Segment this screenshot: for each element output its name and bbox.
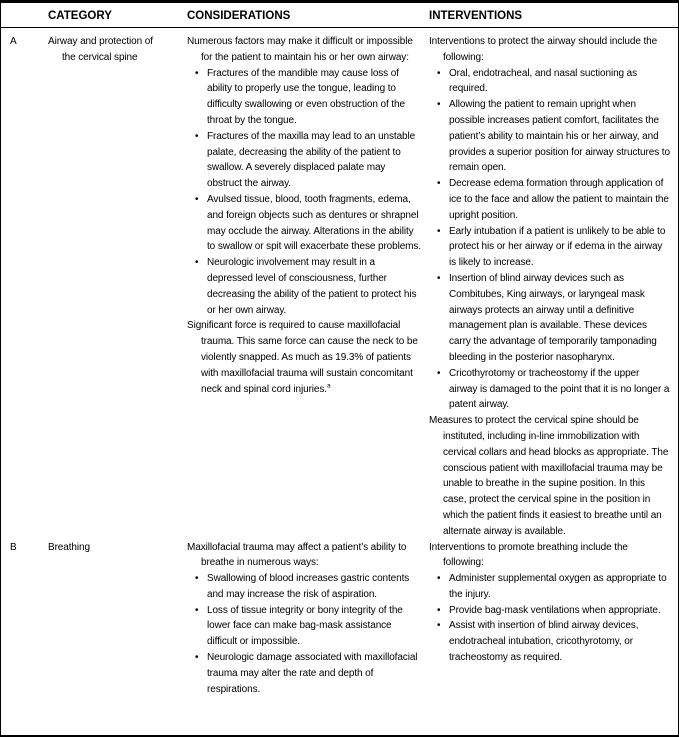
interventions-bullet-list bbox=[429, 66, 670, 414]
interventions-bullet: • Insertion of blind airway devices such as Combitubes, King airways, or laryngeal mask airways protects an airway until a definitive management plan is available. These devices carry the advantage of temporarily tamponading bleeding in the posterior nasopharynx. bbox=[429, 271, 670, 366]
interventions-bullet: • Cricothyrotomy or tracheostomy if the upper airway is damaged to the point that it is no longer a patent airway. bbox=[429, 366, 670, 413]
interventions-bullet: • Allowing the patient to remain upright when possible increases patient comfort, facilitates the patient’s ability to maintain his or her airway, and provides a superior position for airway structures to remain open. bbox=[429, 97, 670, 176]
interventions-note: Measures to protect the cervical spine should be instituted, including in-line immobilization with cervical collars and head blocks as appropriate. The conscious patient with maxillofacial trauma may be unable to breathe in the supine position. In this case, protect the cervical spine in the position in which the patient finds it easiest to breathe until an alternate airway is available. bbox=[429, 415, 669, 537]
table-header-row bbox=[1, 3, 678, 28]
table-body bbox=[1, 28, 678, 697]
row-letter: B bbox=[10, 541, 17, 553]
header-considerations: CONSIDERATIONS bbox=[187, 10, 291, 22]
considerations-bullet: • Fractures of the mandible may cause loss of ability to properly use the tongue, leading to difficulty swallowing or even obstruction of the throat by the tongue. bbox=[187, 66, 421, 129]
interventions-bullet: • Oral, endotracheal, and nasal suctioning as required. bbox=[429, 66, 670, 98]
considerations-intro: Maxillofacial trauma may affect a patient’s ability to breathe in numerous ways: bbox=[187, 541, 407, 569]
interventions-intro: Interventions to protect the airway should include the following: bbox=[429, 36, 658, 63]
considerations-bullet: • Neurologic involvement may result in a depressed level of consciousness, further decreasing the ability of the patient to protect his or her own airway. bbox=[187, 255, 421, 318]
interventions-bullet-list bbox=[429, 571, 670, 666]
header-interventions: INTERVENTIONS bbox=[429, 10, 523, 22]
interventions-bullet: • Assist with insertion of blind airway devices, endotracheal intubation, cricothyrotomy, or tracheostomy as required. bbox=[429, 618, 670, 665]
considerations-note-text: Significant force is required to cause maxillofacial trauma. This same force can cause the neck to be violently snapped. As much as 19.3% of patients with maxillofacial trauma will sustain concomitant neck and spinal cord injuries. bbox=[187, 320, 418, 395]
considerations-bullet: • Fractures of the maxilla may lead to an unstable palate, decreasing the ability of the patient to swallow. A severely displaced palate may obstruct the airway. bbox=[187, 129, 421, 192]
considerations-bullet-list bbox=[187, 66, 421, 319]
considerations-intro: Numerous factors may make it difficult or impossible for the patient to maintain his or her own airway: bbox=[187, 36, 413, 63]
row-category bbox=[48, 540, 187, 698]
row-category bbox=[48, 34, 187, 540]
row-letter: A bbox=[10, 36, 17, 47]
interventions-bullet: • Early intubation if a patient is unlikely to be able to protect his or her airway or if edema in the airway is likely to increase. bbox=[429, 224, 670, 271]
category-text: Airway and protection of the cervical spine bbox=[48, 36, 153, 63]
considerations-cell bbox=[187, 34, 429, 540]
considerations-bullet: • Avulsed tissue, blood, tooth fragments, edema, and foreign objects such as dentures or shrapnel may occlude the airway. Alterations in the ability to swallow or spit will exacerbate these problems. bbox=[187, 192, 421, 255]
considerations-bullet: • Neurologic damage associated with maxillofacial trauma may alter the rate and depth of respirations. bbox=[187, 650, 421, 697]
interventions-cell bbox=[429, 34, 678, 540]
category-text: Breathing bbox=[48, 541, 90, 553]
considerations-bullet-list bbox=[187, 571, 421, 697]
footnote-marker: a bbox=[326, 382, 331, 390]
interventions-cell bbox=[429, 540, 678, 698]
table-row-a bbox=[1, 34, 678, 540]
considerations-note bbox=[187, 318, 421, 397]
considerations-cell bbox=[187, 540, 429, 698]
interventions-bullet: • Provide bag-mask ventilations when appropriate. bbox=[429, 603, 670, 619]
header-category: CATEGORY bbox=[48, 10, 112, 22]
header-letter-spacer bbox=[1, 9, 48, 23]
interventions-bullet: • Administer supplemental oxygen as appropriate to the injury. bbox=[429, 571, 670, 603]
interventions-bullet: • Decrease edema formation through application of ice to the face and allow the patient to maintain the upright position. bbox=[429, 176, 670, 223]
considerations-bullet: • Swallowing of blood increases gastric contents and may increase the risk of aspiration. bbox=[187, 571, 421, 603]
table-row-b bbox=[1, 540, 678, 698]
considerations-bullet: • Loss of tissue integrity or bony integrity of the lower face can make bag-mask assistance difficult or impossible. bbox=[187, 603, 421, 650]
interventions-intro: Interventions to promote breathing include the following: bbox=[429, 541, 628, 569]
